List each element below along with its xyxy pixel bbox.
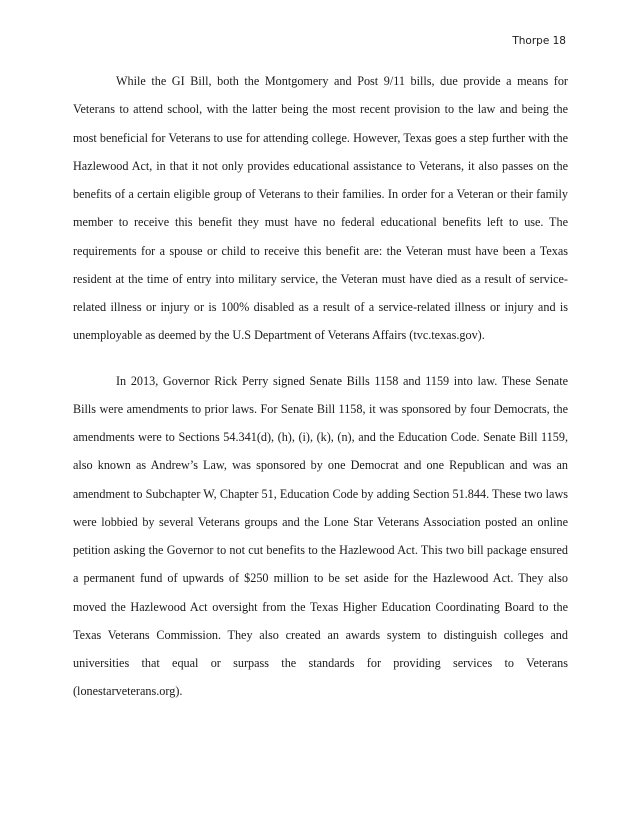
paragraph-gi-bill: While the GI Bill, both the Montgomery and Post 9/11 bills, due provide a means for Veterans to attend school, with the latter being the most recent provision to the law and being the most beneficial for Veterans to use for attending college. However, Texas goes a step further with the Hazlewood Act, in that it not only provides educational assistance to Veterans, it also passes on the benefits of a certain eligible group of Veterans to their families. In order for a Veteran or their family member to receive this benefit they must have no federal educational benefits left to use. The requirements for a spouse or child to receive this benefit are: the Veteran must have been a Texas resident at the time of entry into military service, the Veteran must have died as a result of service-related illness or injury or is 100% disabled as a result of a service-related illness or injury and is unemployable as deemed by the U.S Department of Veterans Affairs (tvc.texas.gov). — [73, 74, 568, 343]
running-head: Thorpe 18 — [512, 35, 566, 47]
paragraph-senate-bills: In 2013, Governor Rick Perry signed Senate Bills 1158 and 1159 into law. These Senate Bills were amendments to prior laws. For Senate Bill 1158, it was sponsored by four Democrats, the amendments were to Sections 54.341(d), (h), (i), (k), (n), and the Education Code. Senate Bill 1159, also known as Andrew’s Law, was sponsored by one Democrat and one Republican and was an amendment to Subchapter W, Chapter 51, Education Code by adding Section 51.844. These two laws were lobbied by several Veterans groups and the Lone Star Veterans Association posted an online petition asking the Governor to not cut benefits to the Hazlewood Act. This two bill package ensured a permanent fund of upwards of $250 million to be set aside for the Hazlewood Act. They also moved the Hazlewood Act oversight from the Texas Higher Education Coordinating Board to the Texas Veterans Commission. They also created an awards system to distinguish colleges and universities that equal or surpass the standards for providing services to Veterans (lonestarveterans.org). — [73, 373, 568, 699]
document-body — [73, 67, 568, 706]
